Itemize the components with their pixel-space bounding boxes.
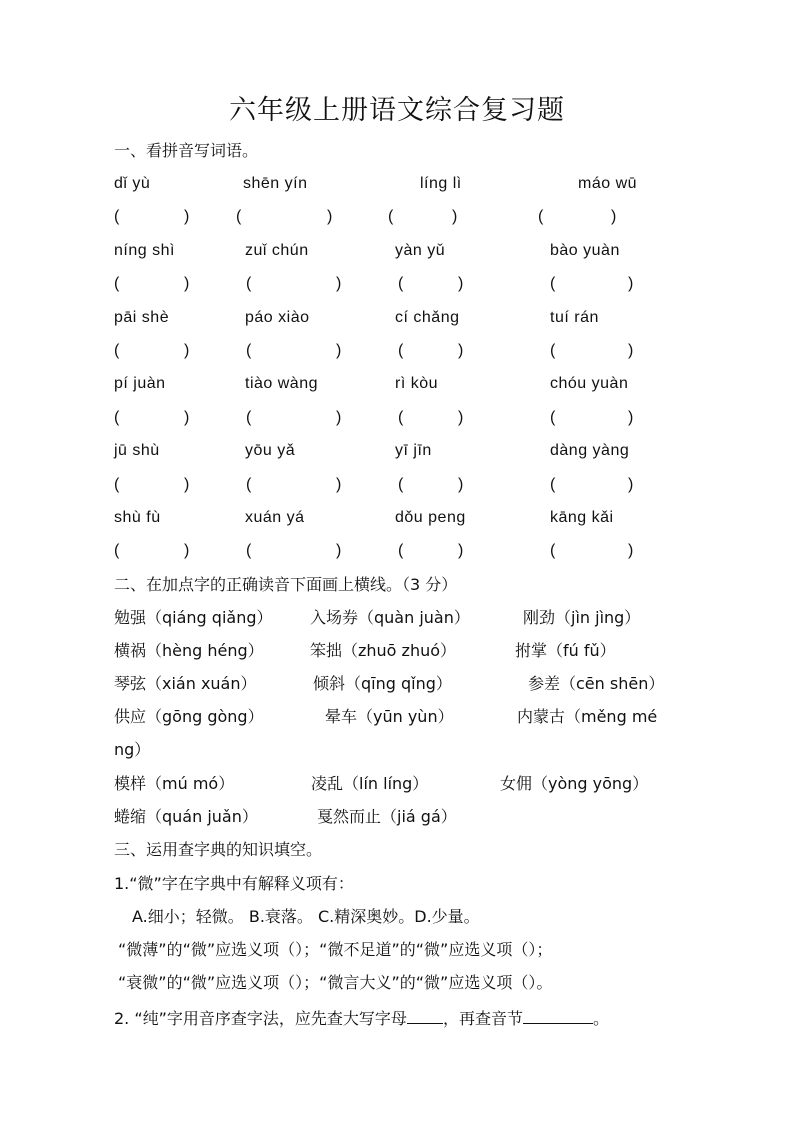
answer-field[interactable] [256,274,332,294]
answer-field[interactable] [408,408,454,428]
answer-paren-open: ( [550,542,556,560]
pinyin-word: tuí rán [550,308,599,326]
pinyin-word: bào yuàn [550,241,620,259]
answer-field[interactable] [256,475,332,495]
s2-item-4-1: 供应（gōng gòng） [114,707,264,726]
question1-text: 1.“微”字在字典中有解释义项有： [114,874,354,893]
answer-paren-open: ( [114,542,120,560]
answer-paren-open: ( [398,542,404,560]
answer-field[interactable] [398,207,448,227]
s2-item-5-1: 模样（mú mó） [114,774,235,793]
pinyin-word: shù fù [114,509,161,526]
pinyin-word: jū shù [114,442,160,460]
answer-paren-close: ) [336,408,342,426]
s2-item-4-wrap: ng） [114,740,151,759]
pinyin-word: yōu yǎ [245,442,296,460]
question1-line1: “微薄”的“微”应选义项（）；“微不足道”的“微”应选义项（）； [118,940,553,959]
answer-paren-open: ( [246,275,252,293]
pinyin-word: dàng yàng [550,442,630,460]
pinyin-word: máo wū [578,175,638,192]
answer-paren-open: ( [550,275,556,293]
question2-line [114,1007,609,1029]
answer-field[interactable] [408,541,454,561]
answer-field[interactable] [560,475,624,495]
answer-paren-close: ) [336,475,342,493]
answer-paren-open: ( [114,475,120,493]
answer-paren-close: ) [458,475,464,493]
answer-paren-close: ) [184,542,190,560]
s2-item-2-3: 拊掌（fú fǔ） [515,641,616,660]
answer-blank-syllable[interactable] [523,1007,593,1024]
answer-paren-close: ) [628,542,634,560]
answer-field[interactable] [246,207,323,227]
answer-field[interactable] [256,408,332,428]
answer-field[interactable] [560,541,624,561]
answer-field[interactable] [124,341,180,361]
answer-paren-close: ) [628,342,634,359]
s2-item-3-2: 倾斜（qīng qǐng） [313,674,452,693]
answer-field[interactable] [124,207,180,227]
answer-paren-close: ) [611,208,617,226]
section3-heading: 三、运用查字典的知识填空。 [114,840,323,859]
answer-paren-open: ( [398,408,404,426]
s2-item-3-1: 琴弦（xián xuán） [114,674,257,693]
answer-paren-close: ) [628,275,634,293]
answer-paren-open: ( [114,408,120,426]
s2-item-4-2: 晕车（yūn yùn） [325,707,454,726]
s2-item-3-3: 参差（cēn shēn） [528,674,665,693]
answer-paren-open: ( [550,475,556,493]
answer-paren-open: ( [388,208,394,226]
answer-paren-open: ( [246,342,252,359]
s2-item-5-2: 凌乱（lín líng） [311,774,429,793]
answer-field[interactable] [408,341,454,361]
answer-paren-open: ( [114,208,120,226]
answer-paren-close: ) [336,275,342,293]
answer-field[interactable] [256,341,332,361]
pinyin-word: kāng kǎi [550,509,614,526]
s2-item-4-3: 内蒙古（měng mé [517,707,658,726]
answer-paren-close: ) [458,408,464,426]
answer-paren-close: ) [327,208,333,226]
answer-paren-close: ) [336,342,342,359]
answer-field[interactable] [124,541,180,561]
pinyin-word: yàn yǔ [395,241,446,259]
answer-field[interactable] [124,475,180,495]
answer-paren-close: ) [452,208,458,226]
answer-paren-close: ) [184,408,190,426]
answer-paren-open: ( [114,275,120,293]
question1-line2: “衰微”的“微”应选义项（）；“微言大义”的“微”应选义项（）。 [118,973,553,992]
pinyin-word: pí juàn [114,375,166,393]
pinyin-word: líng lì [420,175,462,192]
pinyin-word: zuǐ chún [245,241,309,259]
pinyin-word: pāi shè [114,308,170,326]
s2-item-1-1: 勉强（qiáng qiǎng） [114,608,273,627]
s2-item-2-2: 笨拙（zhuō zhuó） [310,641,457,660]
answer-field[interactable] [124,274,180,294]
answer-blank-letter[interactable] [407,1007,443,1024]
question2-text-a: 2. “纯”字用音序查字法，应先查大写字母 [114,1009,407,1028]
answer-paren-open: ( [246,475,252,493]
answer-field[interactable] [560,341,624,361]
pinyin-word: dǐ yù [114,175,151,192]
s2-item-1-2: 入场券（quàn juàn） [310,608,470,627]
pinyin-word: chóu yuàn [550,375,629,393]
answer-paren-open: ( [398,275,404,293]
question2-text-b: ，再查音节 [442,1009,523,1028]
answer-paren-close: ) [628,475,634,493]
answer-paren-close: ) [184,342,190,359]
answer-paren-open: ( [398,342,404,359]
answer-paren-close: ) [458,275,464,293]
pinyin-word: rì kòu [395,375,439,393]
answer-field[interactable] [124,408,180,428]
pinyin-word: yī jīn [395,442,432,460]
s2-item-1-3: 刚劲（jìn jìng） [523,608,641,627]
answer-paren-close: ) [184,475,190,493]
pinyin-word: cí chǎng [395,308,460,326]
answer-paren-open: ( [398,475,404,493]
answer-field[interactable] [548,207,607,227]
answer-field[interactable] [256,541,332,561]
answer-paren-close: ) [184,275,190,293]
answer-field[interactable] [408,475,454,495]
answer-paren-close: ) [458,342,464,359]
answer-field[interactable] [408,274,454,294]
pinyin-word: níng shì [114,241,175,259]
answer-paren-close: ) [336,542,342,560]
answer-paren-close: ) [458,542,464,560]
pinyin-word: tiào wàng [245,375,318,393]
page-title: 六年级上册语文综合复习题 [229,95,565,126]
pinyin-word: xuán yá [245,509,305,526]
pinyin-word: shēn yín [243,175,308,192]
s2-item-6-2: 戛然而止（jiá gá） [317,807,457,826]
question1-options: A.细小；轻微。 B.衰落。 C.精深奥妙。D.少量。 [132,907,480,926]
s2-item-5-3: 女佣（yòng yōng） [500,774,649,793]
answer-paren-open: ( [538,208,544,226]
section2-heading: 二、在加点字的正确读音下面画上横线。（3 分） [114,575,458,594]
answer-paren-close: ) [628,408,634,426]
s2-item-6-1: 蜷缩（quán juǎn） [114,807,258,826]
question2-text-c: 。 [592,1009,609,1028]
answer-paren-open: ( [550,408,556,426]
answer-paren-open: ( [114,342,120,359]
s2-item-2-1: 横祸（hèng héng） [114,641,264,660]
answer-paren-close: ) [184,208,190,226]
answer-paren-open: ( [550,342,556,359]
answer-paren-open: ( [246,542,252,560]
answer-field[interactable] [560,408,624,428]
answer-paren-open: ( [236,208,242,226]
answer-paren-open: ( [246,408,252,426]
answer-field[interactable] [560,274,624,294]
pinyin-word: dǒu peng [395,509,466,526]
section1-heading: 一、看拼音写词语。 [114,141,259,160]
pinyin-word: páo xiào [245,308,310,326]
